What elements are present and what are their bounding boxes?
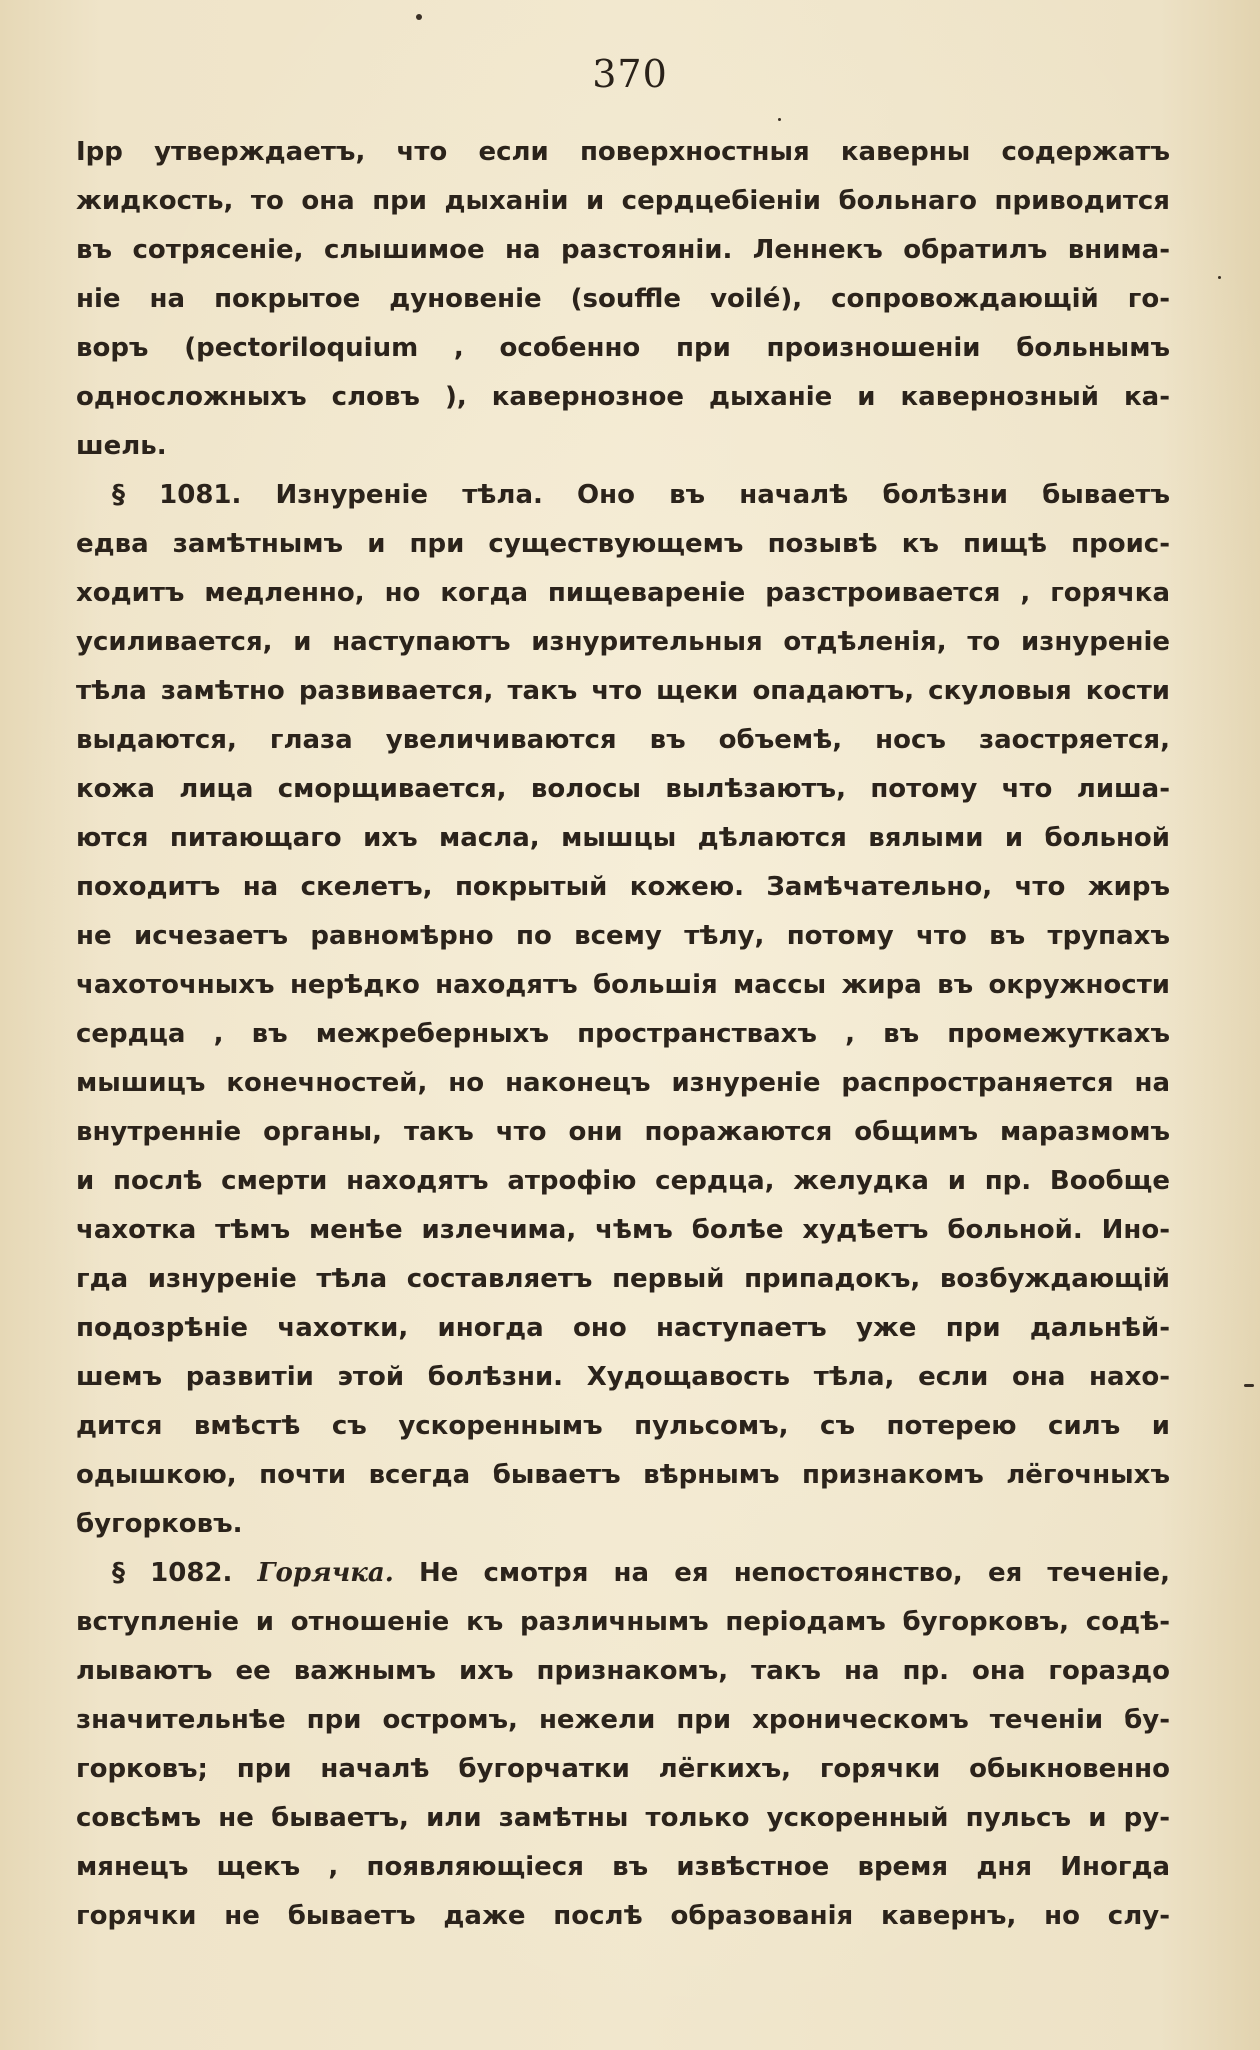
text-line: значительнѣе при остромъ, нежели при хроническомъ теченіи бу- [76, 1705, 1170, 1735]
text-line: въ сотрясеніе, слышимое на разстояніи. Леннекъ обратилъ внима- [76, 235, 1170, 265]
text-line: одышкою, почти всегда бываетъ вѣрнымъ признакомъ лёгочныхъ [76, 1460, 1170, 1490]
text-line: чахоточныхъ нерѣдко находятъ большія массы жира въ окружности [76, 970, 1170, 1000]
text-line: Ірр утверждаетъ, что если поверхностныя каверны содержатъ [76, 137, 1170, 167]
text-line: подозрѣніе чахотки, иногда оно наступаетъ уже при дальнѣй- [76, 1313, 1170, 1343]
text-line: шель. [76, 431, 167, 461]
text-line: совсѣмъ не бываетъ, или замѣтны только ускоренный пульсъ и ру- [76, 1803, 1170, 1833]
text-line: мышицъ конечностей, но наконецъ изнуреніе распространяется на [76, 1068, 1170, 1098]
text-line: воръ (pectoriloquium , особенно при произношеніи больнымъ [76, 333, 1170, 363]
text-line: походитъ на скелетъ, покрытый кожею. Замѣчательно, что жиръ [76, 872, 1170, 902]
section-1081-heading-line: § 1081. Изнуреніе тѣла. Оно въ началѣ болѣзни бываетъ [112, 480, 1170, 510]
text-line: мянецъ щекъ , появляющіеся въ извѣстное время дня Иногда [76, 1852, 1170, 1882]
text-line: кожа лица сморщивается, волосы вылѣзаютъ, потому что лиша- [76, 774, 1170, 804]
text-line: гда изнуреніе тѣла составляетъ первый припадокъ, возбуждающій [76, 1264, 1170, 1294]
text-line: шемъ развитіи этой болѣзни. Худощавость тѣла, если она нахо- [76, 1362, 1170, 1392]
text-line: дится вмѣстѣ съ ускореннымъ пульсомъ, съ потерею силъ и [76, 1411, 1170, 1441]
text-line: лываютъ ее важнымъ ихъ признакомъ, такъ на пр. она гораздо [76, 1656, 1170, 1686]
text-line: односложныхъ словъ ), кавернозное дыханіе и кавернозный ка- [76, 382, 1170, 412]
section-title-italic: Горячка. [257, 1558, 394, 1588]
text-line: тѣла замѣтно развивается, такъ что щеки опадаютъ, скуловыя кости [76, 676, 1170, 706]
text-line: ются питающаго ихъ масла, мышцы дѣлаются вялыми и больной [76, 823, 1170, 853]
text-line: и послѣ смерти находятъ атрофію сердца, желудка и пр. Вообще [76, 1166, 1170, 1196]
ink-speck [1244, 1384, 1254, 1387]
ink-speck [1218, 276, 1221, 279]
section-1082-heading-line: § 1082. Горячка. Не смотря на ея непостоянство, ея теченіе, [112, 1558, 1170, 1588]
text-line: выдаются, глаза увеличиваются въ объемѣ, носъ заостряется, [76, 725, 1170, 755]
text-line: усиливается, и наступаютъ изнурительныя отдѣленія, то изнуреніе [76, 627, 1170, 657]
text-line: горячки не бываетъ даже послѣ образованія кавернъ, но слу- [76, 1901, 1170, 1931]
ink-speck [778, 118, 781, 121]
page-number: 370 [592, 52, 668, 96]
text-line: жидкость, то она при дыханіи и сердцебіеніи больнаго приводится [76, 186, 1170, 216]
text-line: чахотка тѣмъ менѣе излечима, чѣмъ болѣе худѣетъ больной. Ино- [76, 1215, 1170, 1245]
text-line: внутренніе органы, такъ что они поражаются общимъ маразмомъ [76, 1117, 1170, 1147]
text-line: вступленіе и отношеніе къ различнымъ періодамъ бугорковъ, содѣ- [76, 1607, 1170, 1637]
body-text [76, 128, 1170, 1941]
text-line: едва замѣтнымъ и при существующемъ позывѣ къ пищѣ проис- [76, 529, 1170, 559]
text-line: ніе на покрытое дуновеніе (souffle voilé), сопровождающій го- [76, 284, 1170, 314]
text-line: бугорковъ. [76, 1509, 243, 1539]
text-line: сердца , въ межреберныхъ пространствахъ , въ промежуткахъ [76, 1019, 1170, 1049]
text-line: не исчезаетъ равномѣрно по всему тѣлу, потому что въ трупахъ [76, 921, 1170, 951]
ink-speck [416, 14, 422, 20]
text-line: горковъ; при началѣ бугорчатки лёгкихъ, горячки обыкновенно [76, 1754, 1170, 1784]
text-line: ходитъ медленно, но когда пищевареніе разстроивается , горячка [76, 578, 1170, 608]
